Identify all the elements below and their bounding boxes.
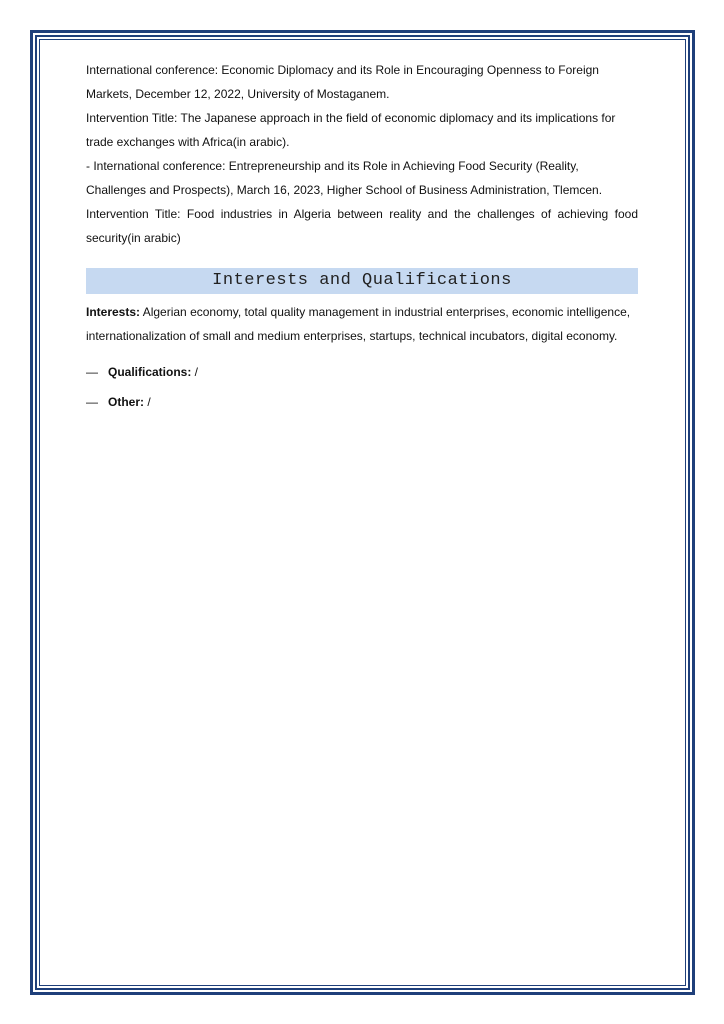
document-body xyxy=(86,58,638,414)
intervention-title-1: Intervention Title: The Japanese approach in the field of economic diplomacy and its implications for trade exchanges with Africa(in arabic). xyxy=(86,111,616,149)
intervention-title-2: Intervention Title: Food industries in Algeria between reality and the challenges of achieving food security(in arabic) xyxy=(86,207,638,245)
interests-paragraph xyxy=(86,300,638,348)
interests-label: Interests: xyxy=(86,305,141,319)
qualifications-value: / xyxy=(191,365,199,379)
qualifications-item xyxy=(86,360,638,384)
other-value: / xyxy=(144,395,151,409)
dash-bullet-icon: — xyxy=(86,395,98,409)
interests-text: Algerian economy, total quality management in industrial enterprises, economic intelligence, internationalization of small and medium enterprises, startups, technical incubators, digital economy. xyxy=(86,305,631,343)
dash-bullet-icon: — xyxy=(86,365,98,379)
other-item xyxy=(86,390,638,414)
conference-paragraph-2: - International conference: Entrepreneurship and its Role in Achieving Food Security (Reality, Challenges and Prospects), March 16, 2023, Higher School of Business Administration, Tlemcen. xyxy=(86,159,603,197)
other-label: Other: xyxy=(108,395,144,409)
conference-paragraph-1: International conference: Economic Diplomacy and its Role in Encouraging Openness to Foreign Markets, December 12, 2022, University of Mostaganem. xyxy=(86,63,599,101)
section-heading-interests-qualifications: Interests and Qualifications xyxy=(86,268,638,294)
qualifications-label: Qualifications: xyxy=(108,365,192,379)
